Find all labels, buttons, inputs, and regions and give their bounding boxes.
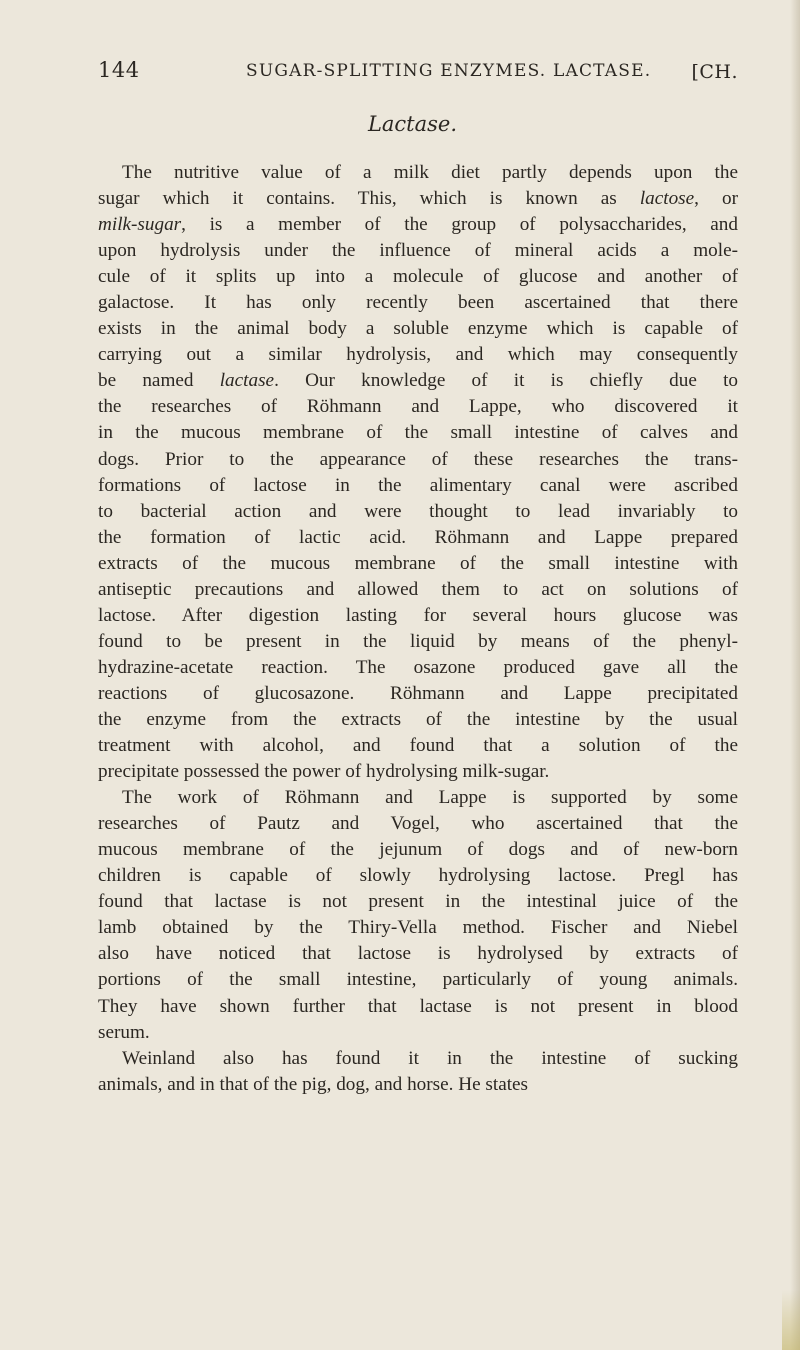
text-line: antiseptic precautions and allowed them to act on solutions of [98,578,738,600]
text-line: the researches of Röhmann and Lappe, who discovered it [98,396,738,418]
text-line: milk-sugar, is a member of the group of polysaccharides, and [98,214,738,236]
text-line: extracts of the mucous membrane of the small intestine with [98,552,738,574]
text-line: galactose. It has only recently been ascertained that there [98,292,738,314]
section-title: Lactase. [367,112,458,136]
text-line: the formation of lactic acid. Röhmann and Lappe prepared [98,526,738,548]
text-line: reactions of glucosazone. Röhmann and Lappe precipitated [98,682,738,704]
text-line: animals, and in that of the pig, dog, and horse. He states [98,1073,529,1095]
text-line: carrying out a similar hydrolysis, and which may consequently [98,344,738,366]
text-line: formations of lactose in the alimentary canal were ascribed [98,474,738,496]
text-line: treatment with alcohol, and found that a solution of the [98,735,738,757]
text-line: The work of Röhmann and Lappe is supported by some [122,787,738,809]
text-line: lamb obtained by the Thiry-Vella method. Fischer and Niebel [98,917,738,939]
text-line: mucous membrane of the jejunum of dogs and of new-born [98,839,738,861]
text-line: Weinland also has found it in the intestine of sucking [122,1047,738,1069]
text-line: to bacterial action and were thought to lead invariably to [98,500,738,522]
text-line: found to be present in the liquid by means of the phenyl- [98,630,738,652]
running-header [98,58,738,90]
text-line: The nutritive value of a milk diet partly depends upon the [122,162,738,183]
text-line: found that lactase is not present in the intestinal juice of the [98,891,738,913]
text-line: researches of Pautz and Vogel, who ascertained that the [98,813,738,835]
page-edge-shadow [790,0,800,1350]
running-title: SUGAR-SPLITTING ENZYMES. LACTASE. [246,61,652,81]
text-line: They have shown further that lactase is not present in blood [98,995,738,1017]
page-number: 144 [98,58,140,82]
text-line: in the mucous membrane of the small intestine of calves and [98,422,738,444]
body-text [98,160,738,1098]
text-line: serum. [98,1021,150,1043]
text-line: precipitate possessed the power of hydrolysing milk-sugar. [98,761,550,783]
text-line: upon hydrolysis under the influence of mineral acids a mole- [98,240,738,262]
text-line: portions of the small intestine, particularly of young animals. [98,969,738,991]
text-line: be named lactase. Our knowledge of it is chiefly due to [98,370,738,392]
text-line: lactose. After digestion lasting for several hours glucose was [98,604,738,626]
text-line: dogs. Prior to the appearance of these researches the trans- [98,448,738,470]
chapter-marker: [CH. [691,61,738,83]
text-line: children is capable of slowly hydrolysing lactose. Pregl has [98,865,738,887]
text-line: hydrazine-acetate reaction. The osazone produced gave all the [98,656,738,678]
text-line: sugar which it contains. This, which is known as lactose, or [98,188,739,210]
text-line: also have noticed that lactose is hydrolysed by extracts of [98,943,738,965]
text-line: exists in the animal body a soluble enzyme which is capable of [98,318,738,340]
text-line: the enzyme from the extracts of the intestine by the usual [98,708,738,730]
page-stain [782,1290,800,1350]
text-line: cule of it splits up into a molecule of glucose and another of [98,266,738,288]
